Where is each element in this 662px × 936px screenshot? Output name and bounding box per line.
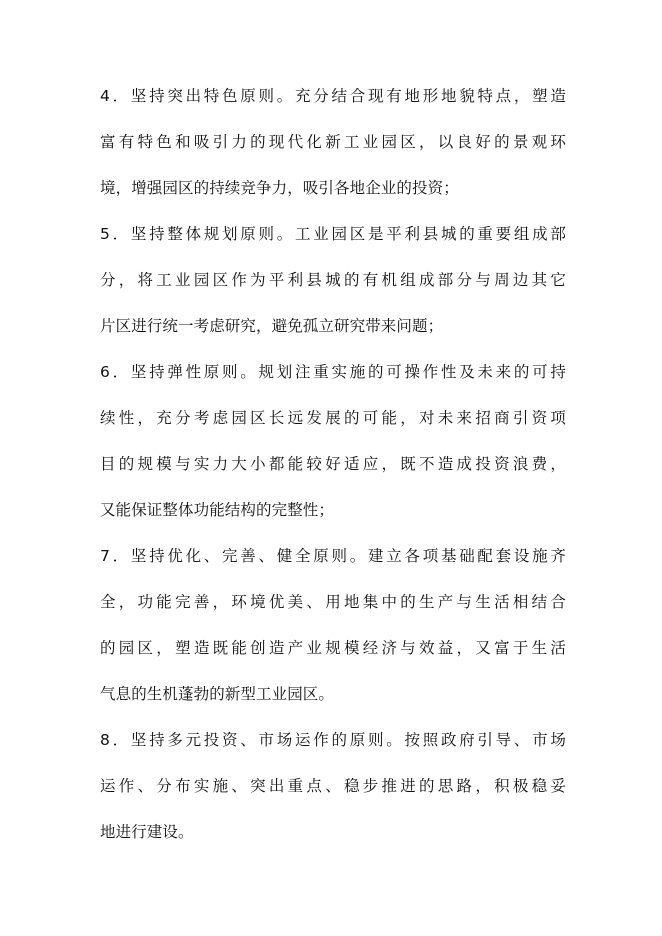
- principle-6-line-1: 6．坚持弹性原则。规划注重实施的可操作性及未来的可持: [100, 363, 566, 381]
- principle-4-line-1: 4．坚持突出特色原则。充分结合现有地形地貌特点，塑造: [100, 87, 566, 105]
- principle-7-line-3: 的园区，塑造既能创造产业规模经济与效益，又富于生活: [100, 639, 566, 657]
- principle-5-line-2: 分，将工业园区作为平利县城的有机组成部分与周边其它: [100, 271, 566, 289]
- principle-8-line-3: 地进行建设。: [100, 823, 194, 841]
- principle-7-line-1: 7．坚持优化、完善、健全原则。建立各项基础配套设施齐: [100, 547, 566, 565]
- principle-5-line-3: 片区进行统一考虑研究，避免孤立研究带来问题；: [100, 317, 444, 335]
- principle-4-line-2: 富有特色和吸引力的现代化新工业园区，以良好的景观环: [100, 133, 566, 151]
- document-body: [100, 73, 566, 855]
- principle-8-line-2: 运作、分布实施、突出重点、稳步推进的思路，积极稳妥: [100, 777, 566, 795]
- principle-6-line-2: 续性，充分考虑园区长远发展的可能，对未来招商引资项: [100, 409, 566, 427]
- principle-8-line-1: 8．坚持多元投资、市场运作的原则。按照政府引导、市场: [100, 731, 566, 749]
- principle-6-line-4: 又能保证整体功能结构的完整性；: [100, 501, 335, 519]
- principle-7-line-2: 全，功能完善，环境优美、用地集中的生产与生活相结合: [100, 593, 566, 611]
- principle-4-line-3: 境，增强园区的持续竞争力，吸引各地企业的投资；: [100, 179, 459, 197]
- principle-6-line-3: 目的规模与实力大小都能较好适应，既不造成投资浪费，: [100, 455, 566, 473]
- principle-5-line-1: 5．坚持整体规划原则。工业园区是平利县城的重要组成部: [100, 225, 566, 243]
- principle-7-line-4: 气息的生机蓬勃的新型工业园区。: [100, 685, 335, 703]
